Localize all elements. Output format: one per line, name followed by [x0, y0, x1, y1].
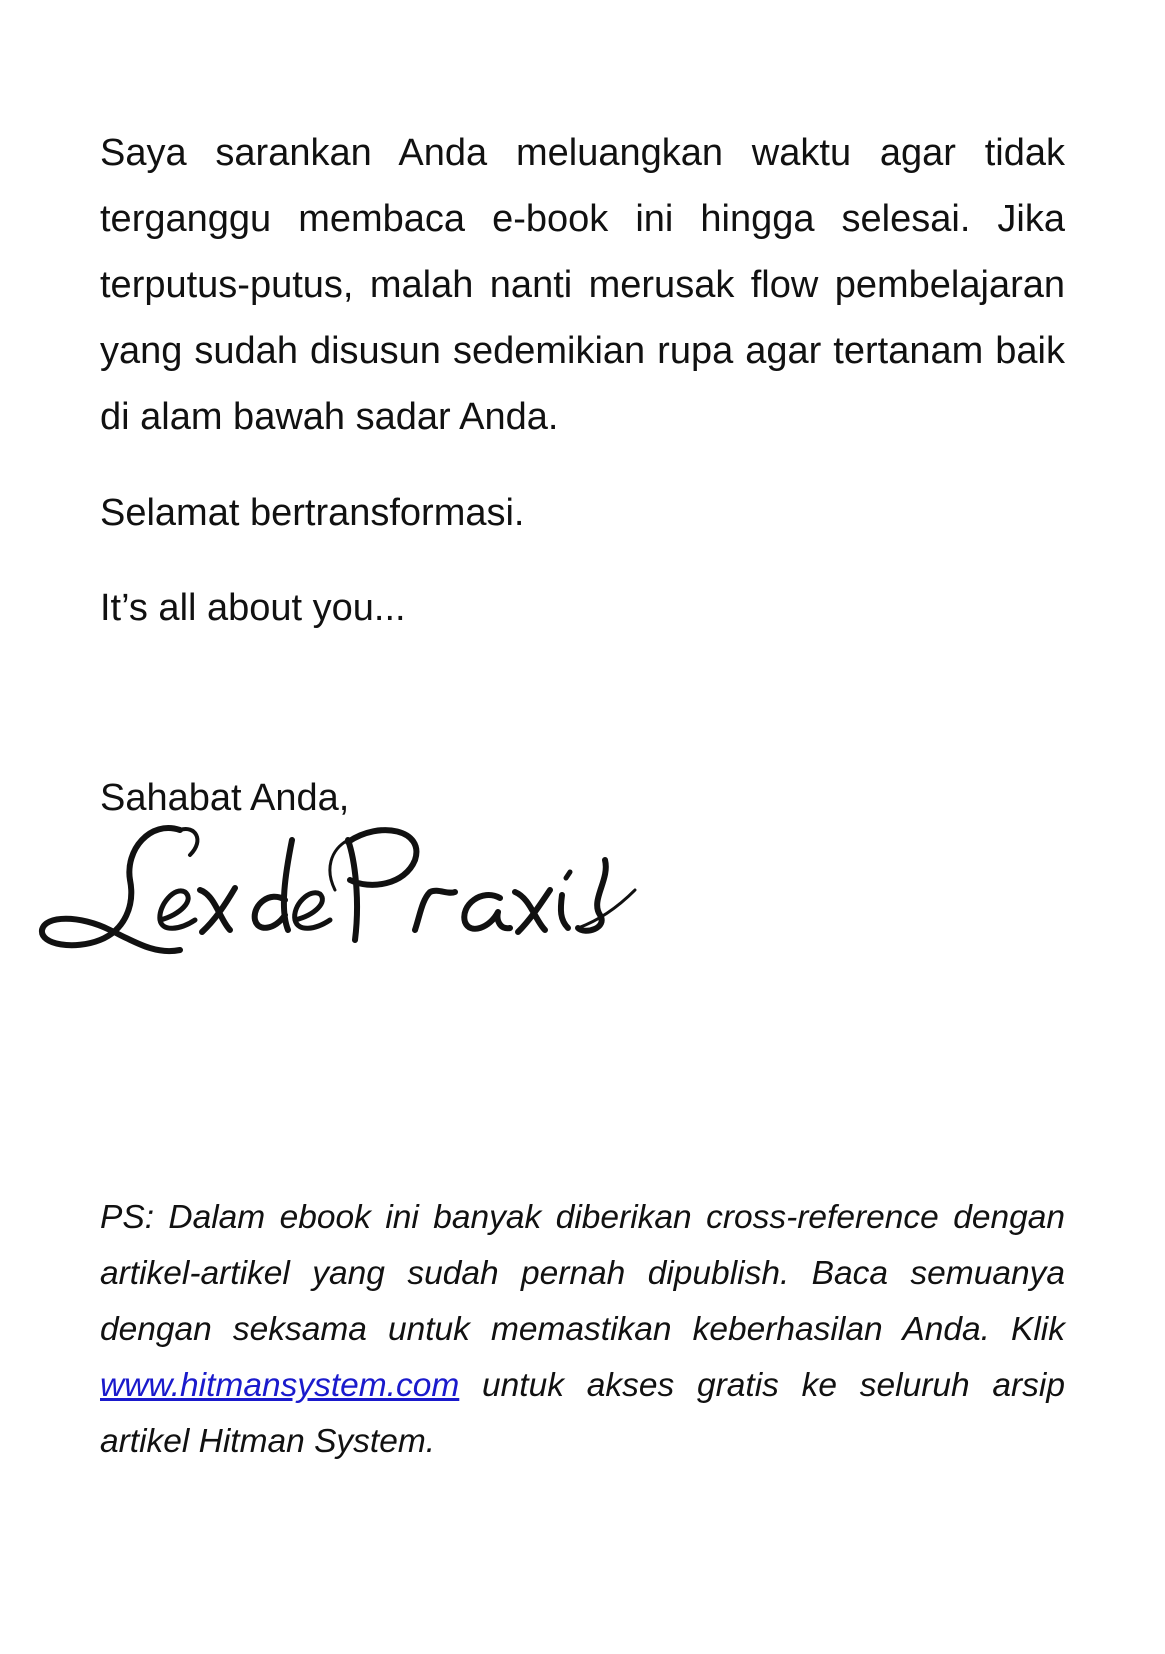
about-you-line: It’s all about you... — [100, 587, 406, 629]
closing-salutation: Sahabat Anda, — [100, 777, 350, 819]
postscript-note — [100, 1190, 1065, 1470]
website-link[interactable]: www.hitmansystem.com — [100, 1367, 460, 1404]
intro-paragraph: Saya sarankan Anda meluangkan waktu agar tidak terganggu membaca e-book ini hingga selesai. Jika terputus-putus, malah nanti merusak flow pembelajaran yang sudah disusun sedemikian rupa agar tertanam baik di alam bawah sadar Anda. — [100, 132, 1065, 438]
transform-line: Selamat bertransformasi. — [100, 492, 525, 534]
ps-text-after-link: untuk akses gratis ke seluruh arsip artikel Hitman System. — [100, 1367, 1065, 1460]
ps-text-before-link: PS: Dalam ebook ini banyak diberikan cross-reference dengan artikel-artikel yang sudah pernah dipublish. Baca semuanya dengan seksama untuk memastikan keberhasilan Anda. Klik — [100, 1199, 1065, 1348]
handwritten-signature — [30, 820, 650, 990]
